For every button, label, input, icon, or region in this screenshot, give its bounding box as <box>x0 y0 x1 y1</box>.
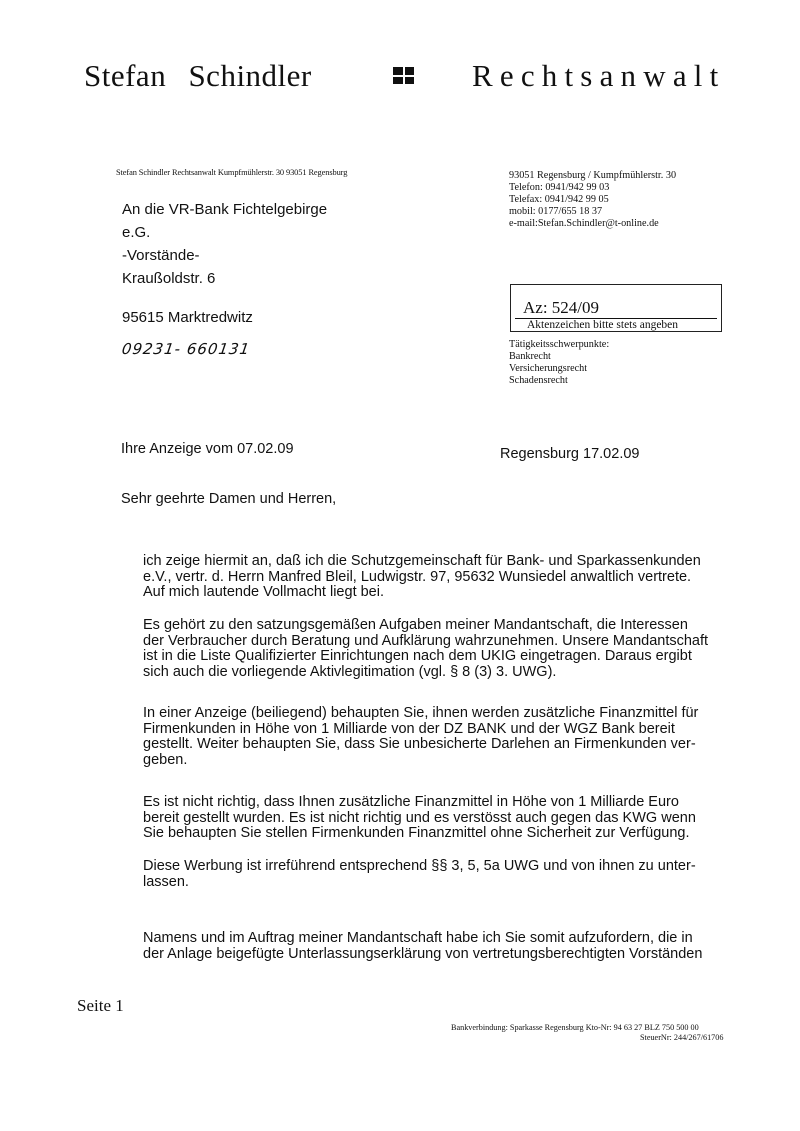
paragraph-line: sich auch die vorliegende Aktivlegitimation (vgl. § 8 (3) 3. UWG). <box>143 663 557 680</box>
paragraph-line: der Verbraucher durch Beratung und Aufklärung wahrzunehmen. Unsere Mandantschaft <box>143 632 709 649</box>
paragraph-line: lassen. <box>143 873 189 890</box>
letterhead-profession: Rechtsanwalt <box>472 58 726 93</box>
paragraph-line: Namens und im Auftrag meiner Mandantschaft habe ich Sie somit aufzufordern, die in <box>143 930 693 946</box>
recipient-line-1: An die VR-Bank Fichtelgebirge <box>122 201 328 218</box>
focus-area-item: Schadensrecht <box>509 375 568 386</box>
paragraph-line: der Anlage beigefügte Unterlassungserklärung von vertretungsberechtigten Vorständen <box>143 945 703 962</box>
sender-email[interactable]: e-mail:Stefan.Schindler@t-online.de <box>509 218 659 229</box>
tax-number: SteuerNr: 244/267/61706 <box>640 1033 724 1042</box>
paragraph-line: Auf mich lautende Vollmacht liegt bei. <box>143 584 384 601</box>
reference-hint: Aktenzeichen bitte stets angeben <box>527 319 679 331</box>
letterhead-name: Stefan Schindler <box>84 58 312 93</box>
paragraph-line: Es ist nicht richtig, dass Ihnen zusätzliche Finanzmittel in Höhe von 1 Milliarde Euro <box>143 794 679 810</box>
body-paragraph-5 <box>143 859 731 890</box>
recipient-street: Kraußoldstr. 6 <box>122 270 216 287</box>
your-ad-reference: Ihre Anzeige vom 07.02.09 <box>121 441 294 457</box>
salutation: Sehr geehrte Damen und Herren, <box>121 491 337 507</box>
focus-areas-heading: Tätigkeitsschwerpunkte: <box>509 339 610 350</box>
paragraph-line: In einer Anzeige (beiliegend) behaupten Sie, ihnen werden zusätzliche Finanzmittel für <box>143 705 699 721</box>
reference-box <box>510 284 722 332</box>
paragraph-line: ist in die Liste Qualifizierter Einrichtungen nach dem UKIG eingetragen. Daraus ergibt <box>143 648 692 665</box>
body-paragraph-4 <box>143 795 731 842</box>
recipient-city: 95615 Marktredwitz <box>122 309 253 326</box>
paragraph-line: e.V., vertr. d. Herrn Manfred Bleil, Ludwigstr. 97, 95632 Wunsiedel anwaltlich vertrete. <box>143 568 692 585</box>
paragraph-line: Sie behaupten Sie stellen Firmenkunden Finanzmittel ohne Sicherheit zur Verfügung. <box>143 825 690 842</box>
bank-details: Bankverbindung: Sparkasse Regensburg Kto-Nr: 94 63 27 BLZ 750 500 00 <box>451 1023 699 1032</box>
paragraph-line: Diese Werbung ist irreführend entsprechend §§ 3, 5, 5a UWG und von ihnen zu unter- <box>143 858 696 874</box>
paragraph-line: ich zeige hiermit an, daß ich die Schutzgemeinschaft für Bank- und Sparkassenkunden <box>143 553 701 569</box>
body-paragraph-1 <box>143 554 731 601</box>
sender-address: 93051 Regensburg / Kumpfmühlerstr. 30 <box>509 170 677 181</box>
paragraph-line: bereit gestellt wurden. Es ist nicht richtig und es verstösst auch gegen das KWG wenn <box>143 809 696 826</box>
recipient-line-3: -Vorstände- <box>122 247 200 264</box>
page-number: Seite 1 <box>77 996 124 1015</box>
body-paragraph-3 <box>143 706 731 768</box>
body-paragraph-2 <box>143 618 731 680</box>
paragraph-line: Es gehört zu den satzungsgemäßen Aufgaben meiner Mandantschaft, die Interessen <box>143 617 688 633</box>
paragraph-line: geben. <box>143 751 188 768</box>
sender-mobile: mobil: 0177/655 18 37 <box>509 206 603 217</box>
sender-fax: Telefax: 0941/942 99 05 <box>509 194 609 205</box>
focus-area-item: Bankrecht <box>509 351 551 362</box>
file-reference: Az: 524/09 <box>523 298 600 317</box>
handwritten-phone-note: 09231- 660131 <box>120 340 252 358</box>
paragraph-line: Firmenkunden in Höhe von 1 Milliarde von der DZ BANK und der WGZ Bank bereit <box>143 720 675 737</box>
sender-return-line: Stefan Schindler Rechtsanwalt Kumpfmühlerstr. 30 93051 Regensburg <box>116 168 348 177</box>
sender-phone: Telefon: 0941/942 99 03 <box>509 182 610 193</box>
body-paragraph-6 <box>143 931 731 962</box>
place-and-date: Regensburg 17.02.09 <box>500 446 640 462</box>
recipient-line-2: e.G. <box>122 224 151 241</box>
focus-area-item: Versicherungsrecht <box>509 363 588 374</box>
paragraph-line: gestellt. Weiter behaupten Sie, dass Sie unbesicherte Darlehen an Firmenkunden ver- <box>143 736 696 753</box>
four-squares-icon <box>393 67 414 84</box>
